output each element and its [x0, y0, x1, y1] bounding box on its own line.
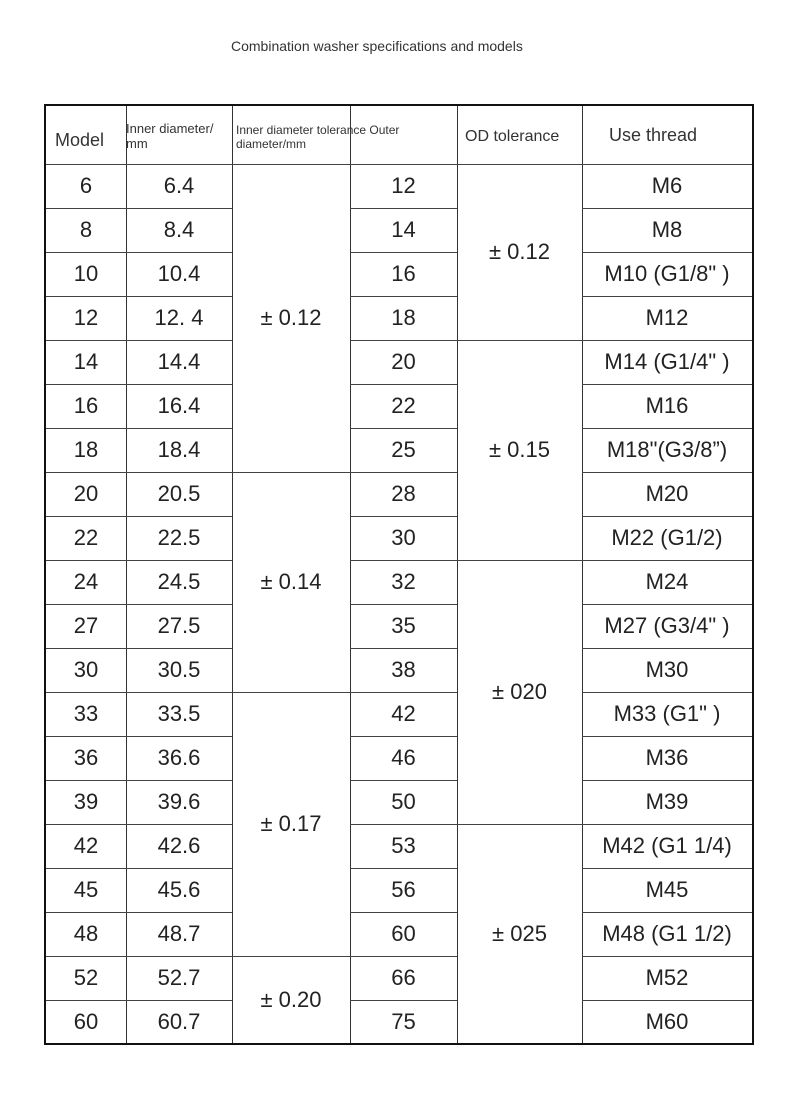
cell-outer-diameter: 66 [391, 965, 416, 990]
washer-spec-table [44, 104, 754, 1045]
cell-inner-diameter: 30.5 [157, 657, 201, 682]
cell-inner-diameter: 22.5 [157, 525, 201, 550]
header-use-thread: Use thread [609, 125, 698, 145]
cell-use-thread: M33 (G1" ) [613, 701, 721, 726]
cell-outer-diameter: 56 [391, 877, 416, 902]
cell-use-thread: M52 [645, 965, 689, 990]
cell-inner-diameter: 10.4 [157, 261, 201, 286]
cell-inner-tolerance: ± 0.14 [260, 569, 322, 594]
cell-use-thread: M8 [651, 217, 683, 242]
cell-od-tolerance: ± 0.12 [488, 239, 550, 264]
page-title: Combination washer specifications and models [231, 38, 523, 54]
cell-outer-diameter: 28 [391, 481, 416, 506]
cell-model: 48 [73, 921, 99, 946]
cell-outer-diameter: 35 [391, 613, 416, 638]
cell-use-thread: M24 [645, 569, 689, 594]
cell-model: 12 [73, 305, 99, 330]
cell-use-thread: M27 (G3/4" ) [604, 613, 730, 638]
cell-outer-diameter: 22 [391, 393, 416, 418]
cell-outer-diameter: 14 [391, 217, 416, 242]
cell-outer-diameter: 16 [391, 261, 416, 286]
cell-inner-diameter: 39.6 [157, 789, 201, 814]
cell-use-thread: M42 (G1 1/4) [602, 833, 732, 858]
cell-model: 24 [73, 569, 99, 594]
cell-outer-diameter: 53 [391, 833, 416, 858]
cell-use-thread: M30 [645, 657, 689, 682]
cell-outer-diameter: 38 [391, 657, 416, 682]
cell-inner-tolerance: ± 0.20 [260, 987, 322, 1012]
cell-outer-diameter: 18 [391, 305, 416, 330]
cell-model: 27 [73, 613, 99, 638]
cell-inner-tolerance: ± 0.17 [260, 811, 322, 836]
cell-use-thread: M14 (G1/4" ) [604, 349, 730, 374]
cell-inner-diameter: 45.6 [157, 877, 201, 902]
cell-outer-diameter: 25 [391, 437, 416, 462]
cell-model: 16 [73, 393, 99, 418]
cell-inner-diameter: 12. 4 [154, 305, 204, 330]
cell-od-tolerance: ± 025 [492, 921, 547, 946]
cell-model: 60 [73, 1009, 99, 1034]
cell-inner-diameter: 60.7 [157, 1009, 201, 1034]
cell-use-thread: M12 [645, 305, 689, 330]
cell-inner-diameter: 20.5 [157, 481, 201, 506]
cell-model: 8 [79, 217, 93, 242]
cell-inner-diameter: 24.5 [157, 569, 201, 594]
cell-model: 42 [73, 833, 99, 858]
cell-use-thread: M36 [645, 745, 689, 770]
cell-inner-diameter: 16.4 [157, 393, 201, 418]
cell-outer-diameter: 12 [391, 173, 416, 198]
cell-model: 33 [73, 701, 99, 726]
cell-model: 14 [73, 349, 99, 374]
cell-model: 20 [73, 481, 99, 506]
cell-model: 22 [73, 525, 99, 550]
cell-model: 18 [73, 437, 99, 462]
cell-outer-diameter: 50 [391, 789, 416, 814]
header-inner-diameter: Inner diameter/ mm [126, 121, 214, 151]
cell-inner-diameter: 14.4 [157, 349, 201, 374]
cell-use-thread: M20 [645, 481, 689, 506]
cell-model: 39 [73, 789, 99, 814]
cell-inner-tolerance: ± 0.12 [260, 305, 322, 330]
cell-model: 10 [73, 261, 99, 286]
cell-use-thread: M48 (G1 1/2) [602, 921, 732, 946]
cell-inner-diameter: 48.7 [157, 921, 201, 946]
cell-model: 52 [73, 965, 99, 990]
cell-outer-diameter: 32 [391, 569, 416, 594]
cell-model: 30 [73, 657, 99, 682]
cell-outer-diameter: 75 [391, 1009, 416, 1034]
cell-inner-diameter: 42.6 [157, 833, 201, 858]
cell-model: 45 [73, 877, 99, 902]
header-model: Model [55, 130, 105, 150]
cell-inner-diameter: 33.5 [157, 701, 201, 726]
cell-od-tolerance: ± 0.15 [488, 437, 550, 462]
cell-use-thread: M45 [645, 877, 689, 902]
cell-inner-diameter: 27.5 [157, 613, 201, 638]
cell-inner-diameter: 52.7 [157, 965, 201, 990]
cell-use-thread: M18"(G3/8”) [606, 437, 728, 462]
cell-inner-diameter: 36.6 [157, 745, 201, 770]
cell-outer-diameter: 46 [391, 745, 416, 770]
cell-model: 36 [73, 745, 99, 770]
cell-outer-diameter: 42 [391, 701, 416, 726]
cell-inner-diameter: 6.4 [163, 173, 195, 198]
cell-outer-diameter: 60 [391, 921, 416, 946]
cell-model: 6 [79, 173, 93, 198]
cell-use-thread: M39 [645, 789, 689, 814]
cell-outer-diameter: 30 [391, 525, 416, 550]
cell-inner-diameter: 18.4 [157, 437, 201, 462]
cell-use-thread: M22 (G1/2) [611, 525, 723, 550]
header-inner-tolerance-outer-diameter: Inner diameter tolerance Outer diameter/mm [236, 123, 400, 151]
cell-use-thread: M6 [651, 173, 683, 198]
cell-use-thread: M10 (G1/8" ) [604, 261, 730, 286]
cell-od-tolerance: ± 020 [492, 679, 547, 704]
cell-outer-diameter: 20 [391, 349, 416, 374]
cell-inner-diameter: 8.4 [163, 217, 195, 242]
cell-use-thread: M16 [645, 393, 689, 418]
cell-use-thread: M60 [645, 1009, 689, 1034]
header-od-tolerance: OD tolerance [465, 128, 560, 145]
